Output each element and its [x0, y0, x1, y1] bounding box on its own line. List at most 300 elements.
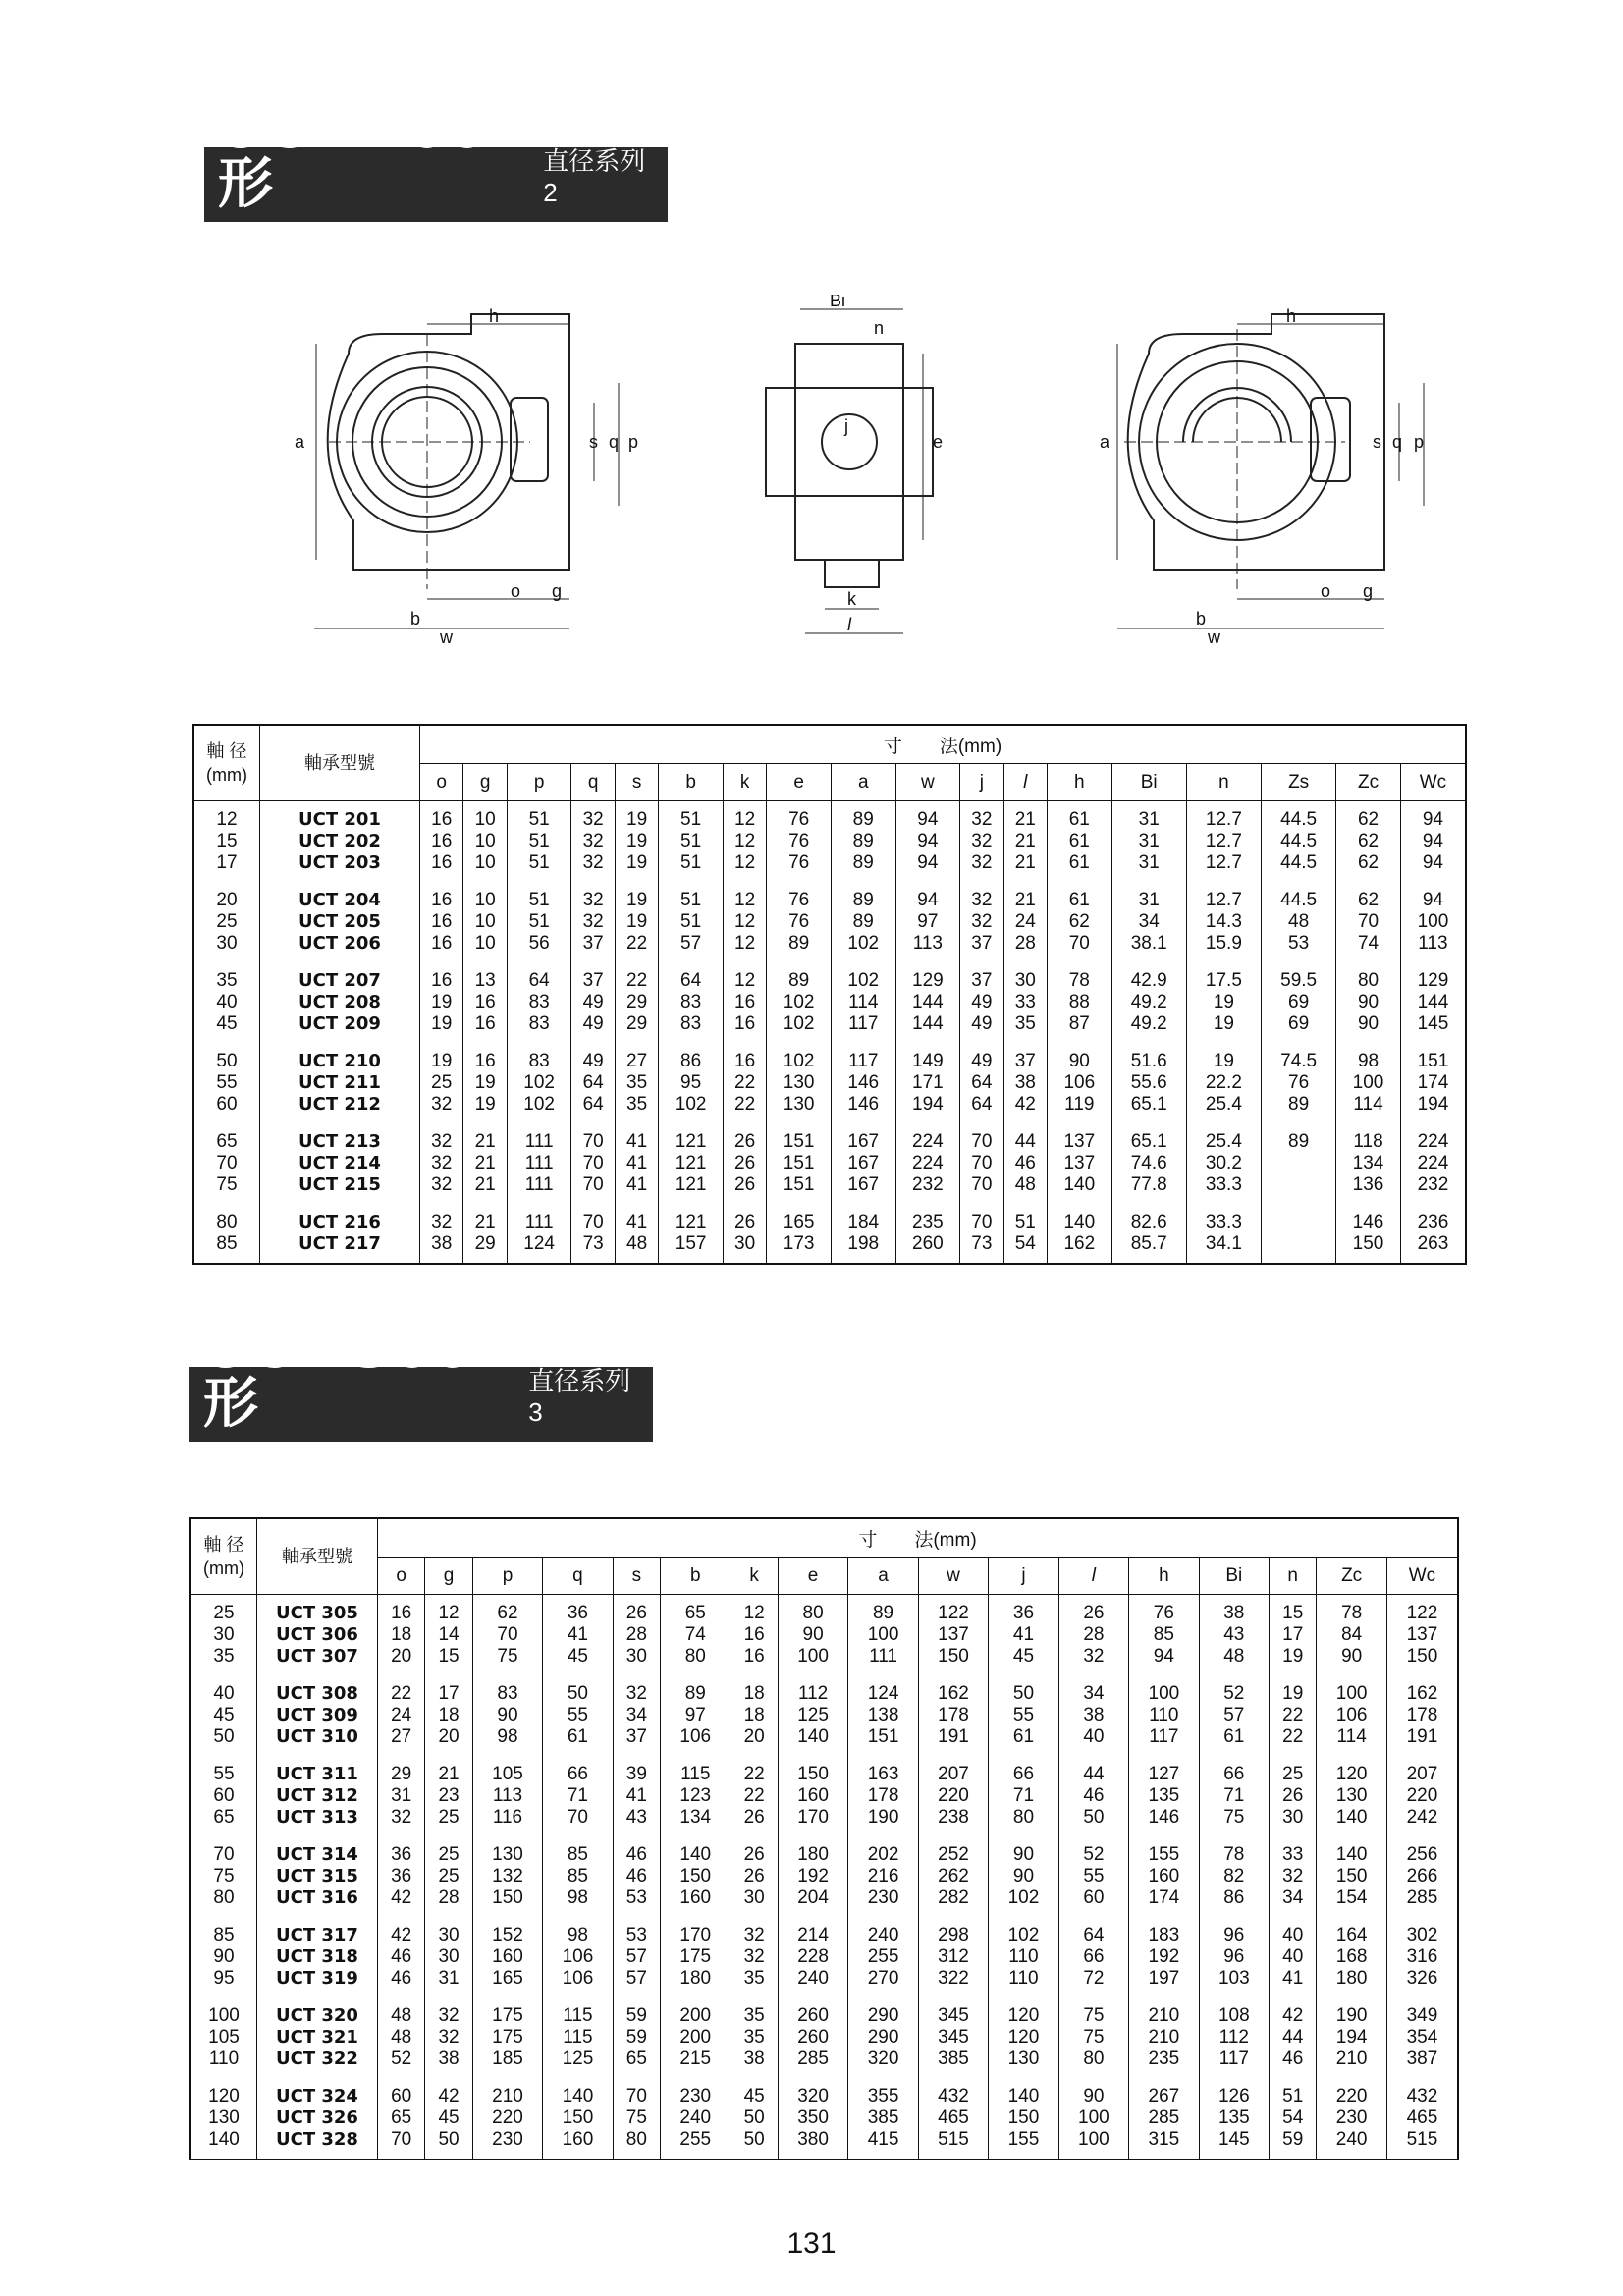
- dim-cell-b-value: 106: [679, 1726, 712, 1747]
- dim-cell-p-value: 220: [492, 2107, 523, 2128]
- dim-cell-a: [831, 1043, 895, 1123]
- dim-cell-zc-value: 100: [1352, 1072, 1384, 1093]
- model-cell-value: UCT 207: [298, 970, 381, 991]
- shaft-diameter-cell-value: 55: [216, 1072, 238, 1093]
- dim-cell-g-value: 15: [438, 1646, 460, 1667]
- dim-cell-s-value: 57: [625, 1968, 647, 1989]
- model-cell: [260, 801, 420, 883]
- dim-cell-n-value: 22: [1282, 1705, 1304, 1725]
- dim-cell-l-value: 42: [1014, 1094, 1036, 1115]
- dim-cell-s-value: 19: [626, 911, 648, 932]
- dim-cell-w-value: 465: [938, 2107, 969, 2128]
- dim-cell-b: [661, 1675, 730, 1756]
- dim-cell-w: [895, 882, 960, 962]
- dim-cell-wc-value: 94: [1422, 852, 1443, 873]
- dim-cell-h-value: 174: [1148, 1887, 1180, 1908]
- dim-cell-h: [1048, 1204, 1112, 1264]
- dim-cell-n-value: 19: [1213, 1051, 1234, 1071]
- dim-cell-b-value: 51: [680, 831, 702, 851]
- dim-cell-h: [1129, 1675, 1199, 1756]
- dim-cell-h-value: 61: [1068, 831, 1090, 851]
- dim-cell-h-value: 70: [1068, 933, 1090, 954]
- dim-cell-zs: [1262, 1123, 1336, 1204]
- dim-cell-wc-value: 100: [1417, 911, 1449, 932]
- dim-cell-bi-value: 31: [1138, 809, 1160, 830]
- dim-cell-e-value: 228: [797, 1946, 829, 1967]
- label-n: n: [874, 318, 885, 338]
- dim-cell-e: [778, 1595, 847, 1676]
- dim-cell-n: [1270, 1917, 1317, 1997]
- column-header-j: j: [989, 1558, 1058, 1595]
- model-cell-value: UCT 313: [276, 1807, 358, 1828]
- shaft-diameter-cell-value: 110: [208, 2049, 240, 2069]
- shaft-diameter-cell-value: 85: [213, 1925, 235, 1945]
- dim-cell-a-value: 385: [867, 2107, 899, 2128]
- dim-cell-n-value: 33.3: [1205, 1212, 1242, 1232]
- dim-cell-h-value: 235: [1148, 2049, 1180, 2069]
- dim-cell-bi-value: 43: [1223, 1624, 1245, 1645]
- dim-cell-bi-value: 96: [1223, 1946, 1245, 1967]
- dim-cell-bi-value: 61: [1223, 1726, 1245, 1747]
- dim-cell-a: [848, 1675, 918, 1756]
- dim-cell-o-value: 65: [391, 2107, 412, 2128]
- shaft-diameter-cell-value: 65: [213, 1807, 235, 1828]
- dim-cell-b-value: 95: [680, 1072, 702, 1093]
- dim-cell-w-value: 235: [912, 1212, 944, 1232]
- dim-cell-w-value: 232: [912, 1175, 944, 1195]
- dim-cell-o-value: 31: [391, 1785, 412, 1806]
- dim-cell-o: [420, 1123, 463, 1204]
- dim-cell-h-value: 140: [1063, 1212, 1096, 1232]
- dim-cell-g-value: 17: [438, 1683, 460, 1704]
- column-header-e: e: [778, 1558, 847, 1595]
- dim-cell-b-value: 51: [680, 890, 702, 910]
- model-cell-value: UCT 305: [276, 1603, 358, 1623]
- label-j: j: [844, 416, 848, 436]
- dim-cell-p-value: 185: [492, 2049, 523, 2069]
- dim-cell-p-value: 105: [492, 1764, 523, 1784]
- dim-cell-l-value: 40: [1083, 1726, 1105, 1747]
- shaft-diameter-cell: [190, 1595, 257, 1676]
- dim-cell-a-value: 124: [867, 1683, 899, 1704]
- dim-cell-p: [507, 1043, 571, 1123]
- column-header-bi: Bi: [1111, 764, 1186, 801]
- dim-cell-o-value: 38: [431, 1233, 453, 1254]
- dim-cell-w-value: 220: [938, 1785, 969, 1806]
- dim-cell-h-value: 94: [1153, 1646, 1174, 1667]
- dim-cell-zc: [1317, 1836, 1386, 1917]
- dim-cell-n-value: 12.7: [1205, 890, 1242, 910]
- dim-cell-b: [659, 962, 724, 1043]
- shaft-diameter-cell-value: 15: [216, 831, 238, 851]
- dim-cell-n-value: 25.4: [1205, 1131, 1242, 1152]
- dim-cell-o: [378, 1675, 425, 1756]
- series-300-subtitle: 直径系列3: [528, 1366, 631, 1427]
- dim-cell-b: [659, 801, 724, 883]
- dim-cell-b-value: 240: [679, 2107, 712, 2128]
- shaft-diameter-cell: [190, 1836, 257, 1917]
- dim-cell-j-value: 49: [971, 1051, 993, 1071]
- dim-cell-s-value: 53: [625, 1925, 647, 1945]
- dim-cell-n-value: 46: [1282, 2049, 1304, 2069]
- dim-cell-w-value: 191: [938, 1726, 969, 1747]
- dim-cell-h-value: 267: [1148, 2086, 1180, 2106]
- dim-cell-e: [778, 1675, 847, 1756]
- dim-cell-k-value: 30: [734, 1233, 756, 1254]
- dim-cell-p-value: 51: [528, 890, 550, 910]
- dim-cell-b-value: 134: [679, 1807, 712, 1828]
- dim-cell-wc-value: 174: [1417, 1072, 1449, 1093]
- dim-cell-p-value: 98: [497, 1726, 518, 1747]
- dim-cell-l-value: 32: [1083, 1646, 1105, 1667]
- dim-cell-l-value: 28: [1014, 933, 1036, 954]
- dim-cell-a-value: 167: [847, 1175, 880, 1195]
- dim-cell-s-value: 32: [625, 1683, 647, 1704]
- dim-cell-l-value: 34: [1083, 1683, 1105, 1704]
- dim-cell-b-value: 83: [680, 1013, 702, 1034]
- dim-cell-k-value: 22: [743, 1785, 765, 1806]
- dim-cell-b: [661, 1836, 730, 1917]
- dim-cell-l: [1003, 1123, 1047, 1204]
- table-row-group: [193, 1123, 1466, 1204]
- dim-cell-e: [778, 1917, 847, 1997]
- dim-cell-o-value: 16: [391, 1603, 412, 1623]
- dim-cell-zc-value: 62: [1357, 852, 1380, 873]
- dim-cell-w-value: 129: [912, 970, 944, 991]
- dim-cell-a-value: 89: [852, 890, 874, 910]
- dim-cell-g-value: 10: [474, 911, 496, 932]
- dim-cell-n-value: 22: [1282, 1726, 1304, 1747]
- dim-cell-p: [472, 1997, 542, 2078]
- model-header: 軸承型號: [257, 1518, 378, 1595]
- dim-cell-q-value: 36: [567, 1603, 588, 1623]
- dim-cell-e: [778, 1836, 847, 1917]
- dim-cell-b-value: 64: [680, 970, 702, 991]
- dim-cell-a: [831, 962, 895, 1043]
- model-cell-value: UCT 210: [298, 1051, 381, 1071]
- dim-cell-n: [1186, 1043, 1261, 1123]
- dim-cell-o-value: 18: [391, 1624, 412, 1645]
- dim-cell-e-value: 240: [797, 1968, 829, 1989]
- dim-cell-q: [571, 1123, 615, 1204]
- dim-cell-zs-value: 74.5: [1280, 1051, 1318, 1071]
- dim-cell-e-value: 192: [797, 1866, 829, 1886]
- dim-cell-zc-value: 180: [1335, 1968, 1368, 1989]
- dim-cell-j-value: 90: [1012, 1844, 1035, 1865]
- dim-cell-k-value: 26: [734, 1175, 756, 1195]
- dim-cell-k-value: 26: [743, 1844, 765, 1865]
- dim-cell-wc: [1386, 1675, 1458, 1756]
- dim-cell-o: [420, 1043, 463, 1123]
- dim-cell-n-value: 34: [1282, 1887, 1304, 1908]
- dim-cell-l-value: 21: [1014, 852, 1036, 873]
- dim-cell-h-value: 155: [1148, 1844, 1180, 1865]
- column-header-a: a: [848, 1558, 918, 1595]
- dim-cell-k-value: 16: [743, 1646, 765, 1667]
- column-header-l: l: [1003, 764, 1047, 801]
- dim-cell-s-value: 35: [626, 1072, 648, 1093]
- dim-cell-a-value: 114: [848, 992, 879, 1012]
- dim-cell-p-value: 113: [492, 1785, 523, 1806]
- model-cell-value: UCT 317: [276, 1925, 358, 1945]
- dim-cell-l-value: 80: [1083, 2049, 1105, 2069]
- dim-cell-o-value: 46: [391, 1946, 412, 1967]
- dim-cell-zc: [1317, 1675, 1386, 1756]
- column-header-g: g: [425, 1558, 472, 1595]
- dim-cell-l: [1003, 882, 1047, 962]
- dim-cell-b: [661, 1756, 730, 1836]
- dim-cell-a-value: 89: [852, 852, 874, 873]
- dim-cell-l: [1058, 1756, 1128, 1836]
- table-row-group: [190, 1917, 1458, 1997]
- dim-cell-q-value: 106: [562, 1946, 594, 1967]
- dim-cell-wc-value: 144: [1417, 992, 1449, 1012]
- dim-cell-j: [989, 1595, 1058, 1676]
- model-cell-value: UCT 206: [298, 933, 381, 954]
- dim-cell-a-value: 117: [848, 1013, 879, 1034]
- dim-cell-a-value: 102: [847, 970, 880, 991]
- dim-cell-j-value: 49: [971, 992, 993, 1012]
- label-w-left: w: [440, 628, 453, 647]
- dim-cell-h-value: 61: [1068, 890, 1090, 910]
- dim-cell-a: [848, 1756, 918, 1836]
- shaft-diameter-cell: [190, 1756, 257, 1836]
- dim-cell-w-value: 94: [917, 890, 939, 910]
- model-cell-value: UCT 306: [276, 1624, 358, 1645]
- dim-cell-l-value: 55: [1083, 1866, 1105, 1886]
- shaft-diameter-cell-value: 45: [216, 1013, 238, 1034]
- dim-cell-j-value: 70: [971, 1131, 993, 1152]
- dim-cell-k-value: 26: [734, 1131, 756, 1152]
- dim-cell-a-value: 415: [867, 2129, 899, 2150]
- dim-cell-n-value: 12.7: [1205, 831, 1242, 851]
- dim-cell-w: [895, 962, 960, 1043]
- dim-cell-p-value: 64: [528, 970, 550, 991]
- dim-cell-l-value: 54: [1014, 1233, 1036, 1254]
- dim-cell-q-value: 140: [562, 2086, 594, 2106]
- model-cell-value: UCT 309: [276, 1705, 358, 1725]
- dim-cell-bi: [1199, 2078, 1269, 2159]
- dim-cell-h-value: 162: [1063, 1233, 1096, 1254]
- dim-cell-n-value: 54: [1282, 2107, 1304, 2128]
- dim-cell-g: [463, 962, 507, 1043]
- dim-cell-o-value: 36: [391, 1844, 412, 1865]
- label-o-right: o: [1321, 581, 1331, 601]
- column-header-n: n: [1270, 1558, 1317, 1595]
- dim-cell-b-value: 180: [679, 1968, 712, 1989]
- dim-cell-k-value: 22: [743, 1764, 765, 1784]
- dim-cell-e-value: 76: [788, 831, 810, 851]
- dim-cell-s-value: 26: [625, 1603, 647, 1623]
- model-cell-value: UCT 202: [298, 831, 381, 851]
- dim-cell-a-value: 320: [867, 2049, 899, 2069]
- dim-cell-s: [613, 1917, 660, 1997]
- dim-cell-h-value: 62: [1068, 911, 1090, 932]
- dim-cell-q-value: 160: [562, 2129, 594, 2150]
- dim-cell-wc: [1386, 2078, 1458, 2159]
- dim-cell-h-value: 88: [1068, 992, 1090, 1012]
- dim-cell-o-value: 36: [391, 1866, 412, 1886]
- dim-cell-g: [425, 2078, 472, 2159]
- column-header-bi: Bi: [1199, 1558, 1269, 1595]
- dim-cell-j: [960, 882, 1003, 962]
- dim-cell-g: [425, 1595, 472, 1676]
- dim-cell-l-value: 100: [1078, 2107, 1109, 2128]
- shaft-diameter-cell-value: 50: [213, 1726, 235, 1747]
- dim-cell-bi-value: 57: [1223, 1705, 1245, 1725]
- dim-cell-j-value: 49: [971, 1013, 993, 1034]
- dim-cell-w-value: 207: [938, 1764, 969, 1784]
- dim-cell-e-value: 102: [783, 992, 815, 1012]
- dim-cell-zs-value: 48: [1288, 911, 1310, 932]
- dim-cell-wc-value: 432: [1406, 2086, 1438, 2106]
- dim-cell-zc-value: 100: [1335, 1683, 1368, 1704]
- dim-cell-a-value: 151: [867, 1726, 899, 1747]
- shaft-diameter-cell-value: 17: [216, 852, 238, 873]
- dim-cell-bi: [1111, 1204, 1186, 1264]
- label-w-right: w: [1208, 628, 1220, 647]
- dim-cell-k: [730, 1836, 778, 1917]
- shaft-diameter-cell-value: 75: [216, 1175, 238, 1195]
- dim-cell-wc: [1400, 882, 1466, 962]
- label-a-left: a: [295, 432, 305, 452]
- dim-cell-w-value: 385: [938, 2049, 969, 2069]
- dim-cell-k-value: 22: [734, 1072, 756, 1093]
- dim-cell-n-value: 41: [1282, 1968, 1304, 1989]
- dim-cell-j-value: 41: [1012, 1624, 1035, 1645]
- dim-cell-k-value: 12: [734, 890, 756, 910]
- dim-cell-l-value: 38: [1083, 1705, 1105, 1725]
- dim-cell-q-value: 73: [582, 1233, 604, 1254]
- dim-cell-b-value: 255: [679, 2129, 712, 2150]
- dim-cell-e-value: 90: [802, 1624, 824, 1645]
- dim-cell-q-value: 32: [582, 809, 604, 830]
- dim-cell-l-value: 37: [1014, 1051, 1036, 1071]
- model-cell-value: UCT 314: [276, 1844, 358, 1865]
- dim-cell-q-value: 150: [562, 2107, 594, 2128]
- dim-cell-zc: [1336, 1204, 1401, 1264]
- shaft-diameter-header: 軸 径 (mm): [193, 725, 260, 801]
- dim-cell-a-value: 167: [847, 1153, 880, 1174]
- dim-cell-n: [1270, 2078, 1317, 2159]
- model-cell-value: UCT 214: [298, 1153, 381, 1174]
- dim-cell-p: [472, 2078, 542, 2159]
- column-header-g: g: [463, 764, 507, 801]
- dim-cell-w-value: 178: [938, 1705, 969, 1725]
- dim-cell-w: [918, 1675, 988, 1756]
- dim-cell-p: [472, 1595, 542, 1676]
- dim-cell-q: [571, 1204, 615, 1264]
- dim-cell-bi-value: 31: [1138, 852, 1160, 873]
- shaft-diameter-cell-value: 50: [216, 1051, 238, 1071]
- dim-cell-p-value: 51: [528, 911, 550, 932]
- dim-cell-p-value: 102: [523, 1072, 555, 1093]
- dim-cell-wc: [1386, 1836, 1458, 1917]
- dim-cell-k: [730, 1675, 778, 1756]
- dim-cell-zc-value: 150: [1352, 1233, 1384, 1254]
- dim-cell-h-value: 78: [1068, 970, 1090, 991]
- dim-cell-a-value: 89: [872, 1603, 894, 1623]
- shaft-diameter-cell: [190, 2078, 257, 2159]
- dim-cell-n: [1186, 801, 1261, 883]
- dim-cell-p-value: 51: [528, 831, 550, 851]
- dim-cell-wc: [1386, 1917, 1458, 1997]
- dim-cell-zc-value: 98: [1357, 1051, 1380, 1071]
- dim-cell-h-value: 87: [1068, 1013, 1090, 1034]
- dim-cell-p: [507, 882, 571, 962]
- dim-cell-e-value: 76: [788, 852, 810, 873]
- column-header-h: h: [1129, 1558, 1199, 1595]
- dim-cell-zc: [1317, 1595, 1386, 1676]
- dim-cell-j-value: 64: [971, 1072, 993, 1093]
- dim-cell-zc: [1336, 801, 1401, 883]
- column-header-q: q: [543, 1558, 613, 1595]
- dim-cell-q: [543, 1675, 613, 1756]
- dim-cell-g-value: 21: [438, 1764, 460, 1784]
- dim-cell-l-value: 35: [1014, 1013, 1036, 1034]
- dim-cell-zc-value: 210: [1335, 2049, 1368, 2069]
- column-header-zc: Zc: [1336, 764, 1401, 801]
- dim-cell-w-value: 515: [938, 2129, 969, 2150]
- dim-cell-s-value: 80: [625, 2129, 647, 2150]
- dim-cell-j-value: 110: [1008, 1946, 1039, 1967]
- dim-cell-j-value: 102: [1007, 1925, 1040, 1945]
- dim-cell-o-value: 32: [431, 1212, 453, 1232]
- dim-cell-e-value: 204: [797, 1887, 829, 1908]
- dim-cell-g-value: 32: [438, 2027, 460, 2048]
- dim-cell-wc-value: 94: [1422, 890, 1443, 910]
- column-header-p: p: [472, 1558, 542, 1595]
- dim-cell-s-value: 65: [625, 2049, 647, 2069]
- dim-cell-g-value: 21: [474, 1153, 496, 1174]
- dim-cell-e-value: 170: [797, 1807, 829, 1828]
- dim-cell-q-value: 85: [567, 1844, 588, 1865]
- model-cell-value: UCT 322: [276, 2049, 358, 2069]
- model-cell: [257, 2078, 378, 2159]
- dim-cell-l-value: 44: [1083, 1764, 1105, 1784]
- dim-cell-a-value: 146: [847, 1072, 880, 1093]
- dim-cell-j: [989, 1836, 1058, 1917]
- dim-cell-w-value: 345: [938, 2005, 969, 2026]
- dim-cell-bi-value: 51.6: [1130, 1051, 1167, 1071]
- dim-cell-n-value: 15: [1282, 1603, 1304, 1623]
- column-header-j: j: [960, 764, 1003, 801]
- dim-cell-g-value: 10: [474, 933, 496, 954]
- dim-cell-l-value: 66: [1083, 1946, 1105, 1967]
- dim-cell-wc-value: 266: [1406, 1866, 1438, 1886]
- dim-cell-zc-value: 90: [1341, 1646, 1363, 1667]
- dim-cell-h: [1129, 1917, 1199, 1997]
- dim-cell-l-value: 46: [1083, 1785, 1105, 1806]
- dim-cell-e-value: 140: [797, 1726, 829, 1747]
- dim-cell-a-value: 111: [869, 1646, 897, 1667]
- dim-cell-bi-value: 82: [1223, 1866, 1245, 1886]
- dim-cell-wc-value: 242: [1406, 1807, 1438, 1828]
- dim-cell-w: [918, 1917, 988, 1997]
- dim-cell-wc: [1400, 962, 1466, 1043]
- dim-cell-s: [613, 2078, 660, 2159]
- dim-cell-h: [1048, 1123, 1112, 1204]
- dim-cell-o-value: 16: [431, 911, 453, 932]
- dim-cell-s-value: 28: [625, 1624, 647, 1645]
- dim-cell-wc-value: 256: [1406, 1844, 1438, 1865]
- dim-cell-j-value: 120: [1007, 2005, 1040, 2026]
- column-header-k: k: [730, 1558, 778, 1595]
- dim-cell-wc-value: 178: [1406, 1705, 1438, 1725]
- dim-cell-b-value: 115: [680, 1764, 711, 1784]
- dim-cell-l-value: 21: [1014, 809, 1036, 830]
- dim-cell-n: [1186, 1204, 1261, 1264]
